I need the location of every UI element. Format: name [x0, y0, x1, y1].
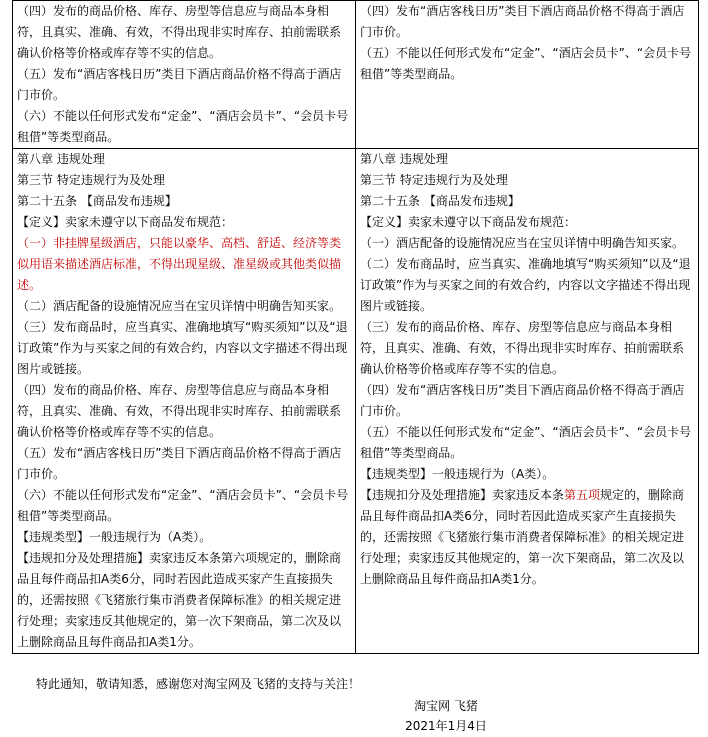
violation-type: 【违规类型】一般违规行为（A类）。	[17, 530, 212, 544]
clause: （四）发布的商品价格、库存、房型等信息应与商品本身相符，且真实、准确、有效，不得出现非实时库存、拍前需联系确认价格等价格或库存等不实的信息。	[17, 383, 342, 439]
penalty-text: 规定的，删除商品且每件商品扣A类6分，同时若因此造成买家产生直接损失的，还需按照《飞猪旅行集市消费者保障标准》的相关规定进行处理；卖家违反其他规定的，第一次下架商品，第二次及以上删除商品且每件商品扣A类1分。	[360, 488, 685, 586]
date: 2021年1月4日	[405, 719, 487, 733]
paragraph: （四）发布的商品价格、库存、房型等信息应与商品本身相符，且真实、准确、有效，不得出现非实时库存、拍前需联系确认价格等价格或库存等不实的信息。	[17, 4, 342, 60]
top-left-cell	[13, 1, 356, 149]
clause: （二）酒店配备的设施情况应当在宝贝详情中明确告知买家。	[17, 299, 342, 313]
violation-type: 【违规类型】一般违规行为（A类）。	[360, 467, 555, 481]
table-row	[13, 149, 699, 654]
clause: （三）发布的商品价格、库存、房型等信息应与商品本身相符，且真实、准确、有效，不得出现非实时库存、拍前需联系确认价格等价格或库存等不实的信息。	[360, 320, 685, 376]
clause: （二）发布商品时，应当真实、准确地填写“购买须知”以及“退订政策”作为与买家之间的有效合约，内容以文字描述不得出现图片或链接。	[360, 257, 691, 313]
clause: （三）发布商品时，应当真实、准确地填写“购买须知”以及“退订政策”作为与买家之间的有效合约，内容以文字描述不得出现图片或链接。	[17, 320, 348, 376]
comparison-table	[12, 0, 699, 654]
clause: （五）不能以任何形式发布“定金”、“酒店会员卡”、“会员卡号租借”等类型商品。	[360, 425, 692, 460]
highlighted-clause: （一）非挂牌星级酒店，只能以豪华、高档、舒适、经济等类似用语来描述酒店标准，不得出现星级、准星级或其他类似描述。	[17, 236, 342, 292]
paragraph: （四）发布“酒店客栈日历”类目下酒店商品价格不得高于酒店门市价。	[360, 4, 685, 39]
chapter-heading: 第八章 违规处理	[17, 152, 105, 166]
table-row	[13, 1, 699, 149]
highlighted-item: 第五项	[564, 488, 601, 502]
old-rule-cell	[13, 149, 356, 654]
definition: 【定义】卖家未遵守以下商品发布规范：	[360, 215, 577, 229]
clause: （六）不能以任何形式发布“定金”、“酒店会员卡”、“会员卡号租借”等类型商品。	[17, 488, 349, 523]
article-heading: 第二十五条 【商品发布违规】	[360, 194, 520, 208]
penalty	[360, 485, 694, 590]
penalty-text: 【违规扣分及处理措施】卖家违反本条	[360, 488, 565, 502]
chapter-heading: 第八章 违规处理	[360, 152, 448, 166]
penalty: 【违规扣分及处理措施】卖家违反本条第六项规定的，删除商品且每件商品扣A类6分，同时若因此造成买家产生直接损失的，还需按照《飞猪旅行集市消费者保障标准》的相关规定进行处理；卖家违反其他规定的，第一次下架商品，第二次及以上删除商品且每件商品扣A类1分。	[17, 551, 342, 649]
paragraph: （五）发布“酒店客栈日历”类目下酒店商品价格不得高于酒店门市价。	[17, 67, 342, 102]
definition: 【定义】卖家未遵守以下商品发布规范：	[17, 215, 234, 229]
paragraph: （六）不能以任何形式发布“定金”、“酒店会员卡”、“会员卡号租借”等类型商品。	[17, 109, 349, 144]
closing-notice: 特此通知，敬请知悉，感谢您对淘宝网及飞猪的支持与关注！	[36, 677, 361, 691]
section-heading: 第三节 特定违规行为及处理	[360, 173, 508, 187]
top-right-cell	[356, 1, 699, 149]
clause: （一）酒店配备的设施情况应当在宝贝详情中明确告知买家。	[360, 236, 685, 250]
article-heading: 第二十五条 【商品发布违规】	[17, 194, 177, 208]
clause: （五）发布“酒店客栈日历”类目下酒店商品价格不得高于酒店门市价。	[17, 446, 342, 481]
paragraph: （五）不能以任何形式发布“定金”、“酒店会员卡”、“会员卡号租借”等类型商品。	[360, 46, 692, 81]
signature: 淘宝网 飞猪	[414, 699, 478, 713]
clause: （四）发布“酒店客栈日历”类目下酒店商品价格不得高于酒店门市价。	[360, 383, 685, 418]
section-heading: 第三节 特定违规行为及处理	[17, 173, 165, 187]
new-rule-cell	[356, 149, 699, 654]
